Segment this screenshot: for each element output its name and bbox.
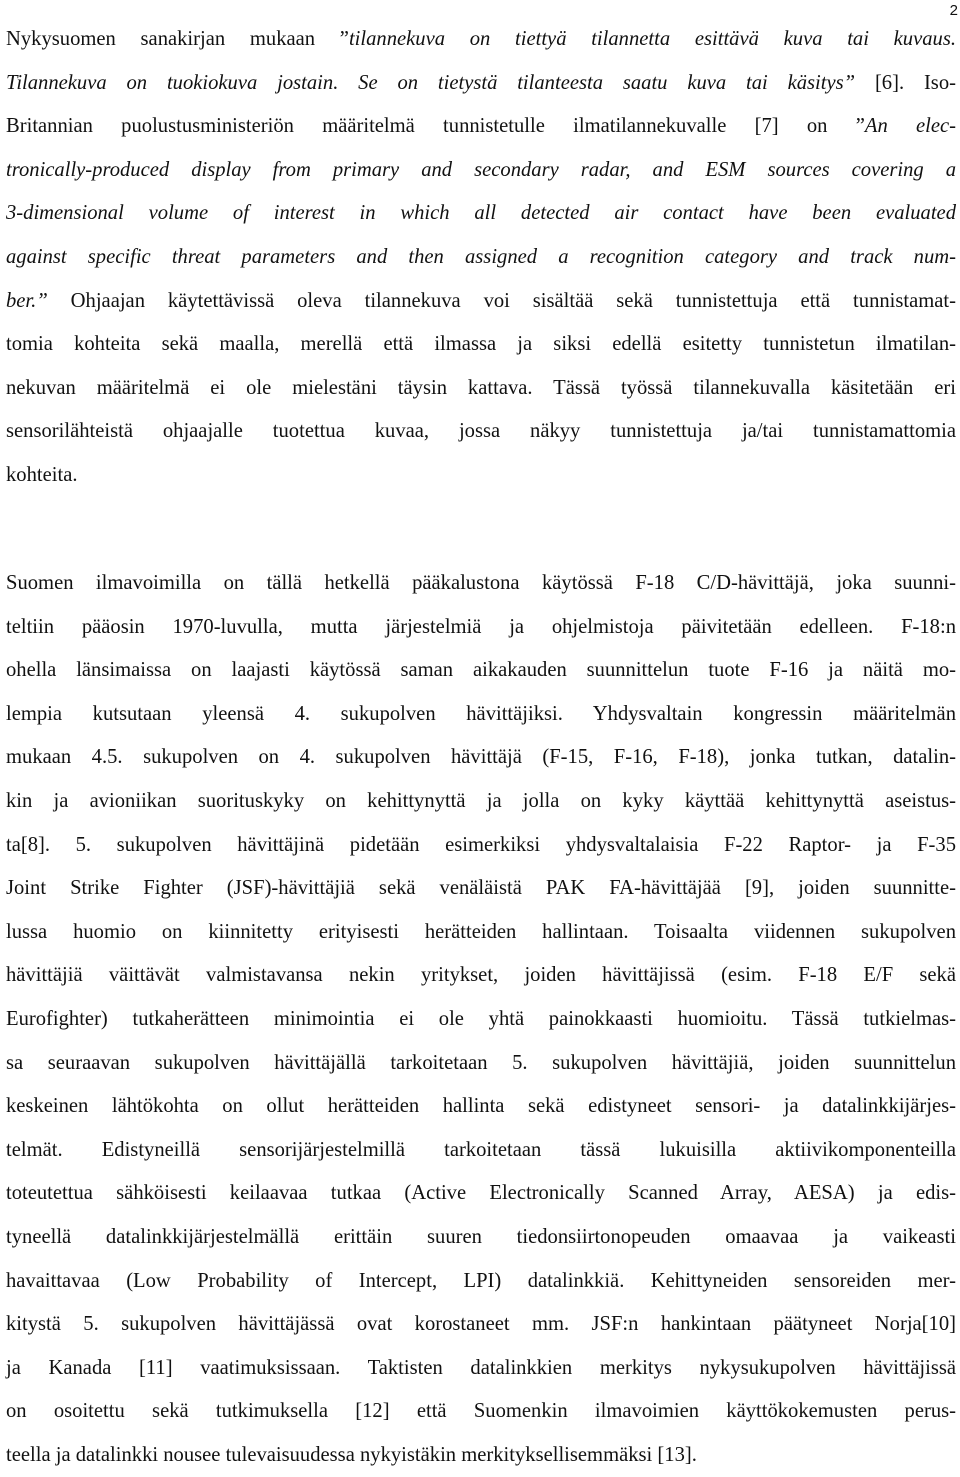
text-run: tyneellä datalinkkijärjestelmällä erittäin suuren tiedonsiirtonopeuden omaavaa ja vaikeasti (6, 1225, 956, 1248)
text-line (6, 649, 956, 693)
text-run: toteutettua sähköisesti keilaavaa tutkaa (Active Electronically Scanned Array, AESA) ja edis- (6, 1182, 956, 1205)
text-line (6, 780, 956, 824)
text-run: teltiin pääosin 1970-luvulla, mutta järjestelmiä ja ohjelmistoja päivitetään edelleen. F-18:n (6, 615, 956, 638)
italic-text: 3-dimensional volume of interest in which all detected air contact have been evaluated (6, 202, 956, 225)
text-run: ohella länsimaissa on laajasti käytössä saman aikakauden suunnittelun tuote F-16 ja näitä mo- (6, 659, 956, 682)
page-number: 2 (949, 2, 958, 19)
text-run: hävittäjiä väittävät valmistavansa nekin yritykset, joiden hävittäjissä (esim. F-18 E/F sekä (6, 964, 956, 987)
text-run: kitystä 5. sukupolven hävittäjässä ovat korostaneet mm. JSF:n hankintaan päätyneet Norja[10] (6, 1313, 956, 1336)
text-run: mukaan 4.5. sukupolven on 4. sukupolven hävittäjä (F-15, F-16, F-18), jonka tutkan, datalin- (6, 746, 956, 769)
text-line (6, 1129, 956, 1173)
paragraph-fighter-generations (6, 562, 956, 1477)
text-line (6, 18, 956, 62)
text-run: telmät. Edistyneillä sensorijärjestelmillä tarkoitetaan tässä lukuisilla aktiivikomponenteilla (6, 1138, 956, 1161)
italic-text: ber.” (6, 289, 48, 312)
text-line (6, 62, 956, 106)
text-run: kohteita. (6, 463, 78, 486)
text-line (6, 1085, 956, 1129)
text-line (6, 1216, 956, 1260)
text-run: tomia kohteita sekä maalla, merellä että ilmassa ja siksi edellä esitetty tunnistetun ilmatilan- (6, 333, 956, 356)
text-run: havaittavaa (Low Probability of Intercept, LPI) datalinkkiä. Kehittyneiden sensoreiden mer- (6, 1269, 956, 1292)
text-line (6, 1303, 956, 1347)
paragraph-situation-picture (6, 18, 956, 498)
text-line (6, 192, 956, 236)
text-run: lussa huomio on kiinnitetty erityisesti herätteiden hallintaan. Toisaalta viidennen sukupolven (6, 920, 956, 943)
text-line (6, 323, 956, 367)
text-run: Suomen ilmavoimilla on tällä hetkellä pääkalustona käytössä F-18 C/D-hävittäjä, joka suunni- (6, 572, 956, 594)
text-line (6, 606, 956, 650)
text-line (6, 824, 956, 868)
text-line (6, 1347, 956, 1391)
text-run: lempia kutsutaan yleensä 4. sukupolven hävittäjiksi. Yhdysvaltain kongressin määritelmän (6, 702, 956, 725)
text-line (6, 410, 956, 454)
text-run: Eurofighter) tutkaherätteen minimointia ei ole yhtä painokkaasti huomioitu. Tässä tutkielmas- (6, 1007, 956, 1030)
italic-text: Tilannekuva on tuokiokuva jostain. Se on tietystä tilanteesta saatu kuva tai käsitys” (6, 71, 856, 94)
text-run: Nykysuomen sanakirjan mukaan ” (6, 28, 349, 50)
text-line (6, 236, 956, 280)
text-run: sensorilähteistä ohjaajalle tuotettua kuvaa, jossa näkyy tunnistettuja ja/tai tunnistamattomia (6, 420, 956, 443)
text-run: sa seuraavan sukupolven hävittäjällä tarkoitetaan 5. sukupolven hävittäjiä, joiden suunnittelun (6, 1051, 956, 1074)
italic-text: against specific threat parameters and then assigned a recognition category and track num- (6, 245, 956, 268)
italic-text: tronically-produced display from primary and secondary radar, and ESM sources covering a (6, 158, 956, 181)
text-line (6, 1042, 956, 1086)
text-line (6, 911, 956, 955)
text-run: Joint Strike Fighter (JSF)-hävittäjiä sekä venäläistä PAK FA-hävittäjää [9], joiden suunnitte- (6, 877, 956, 900)
text-run: Ohjaajan käytettävissä oleva tilannekuva voi sisältää sekä tunnistettuja että tunnistamat- (47, 289, 956, 312)
text-run: nekuvan määritelmä ei ole mielestäni täysin kattava. Tässä työssä tilannekuvalla käsitetään eri (6, 376, 956, 399)
text-line (6, 149, 956, 193)
text-line (6, 454, 956, 498)
text-line (6, 1260, 956, 1304)
text-line (6, 367, 956, 411)
text-line (6, 280, 956, 324)
italic-text: An elec- (864, 115, 957, 138)
text-line (6, 562, 956, 606)
text-line (6, 954, 956, 998)
text-run: Britannian puolustusministeriön määritelmä tunnistetulle ilmatilannekuvalle [7] on ” (6, 115, 865, 138)
text-run: teella ja datalinkki nousee tulevaisuudessa nykyistäkin merkityksellisemmäksi [13]. (6, 1443, 697, 1466)
text-line (6, 998, 956, 1042)
text-run: keskeinen lähtökohta on ollut herätteiden hallinta sekä edistyneet sensori- ja datalinkkijärjes- (6, 1095, 956, 1118)
italic-text: tilannekuva on tiettyä tilannetta esittävä kuva tai kuvaus. (348, 28, 957, 50)
text-line (6, 1390, 956, 1434)
text-run: [6]. Iso- (855, 71, 956, 94)
text-line (6, 1434, 956, 1477)
text-run: ta[8]. 5. sukupolven hävittäjinä pidetään esimerkiksi yhdysvaltalaisia F-22 Raptor- ja F-35 (6, 833, 956, 856)
text-line (6, 736, 956, 780)
text-run: kin ja avioniikan suorituskyky on kehittynyttä ja jolla on kyky käyttää kehittynyttä aseistus- (6, 789, 956, 812)
text-line (6, 693, 956, 737)
text-line (6, 1172, 956, 1216)
text-line (6, 105, 956, 149)
text-line (6, 867, 956, 911)
text-run: ja Kanada [11] vaatimuksissaan. Taktisten datalinkkien merkitys nykysukupolven hävittäjissä (6, 1356, 956, 1379)
text-run: on osoitettu sekä tutkimuksella [12] että Suomenkin ilmavoimien käyttökokemusten perus- (6, 1400, 956, 1423)
